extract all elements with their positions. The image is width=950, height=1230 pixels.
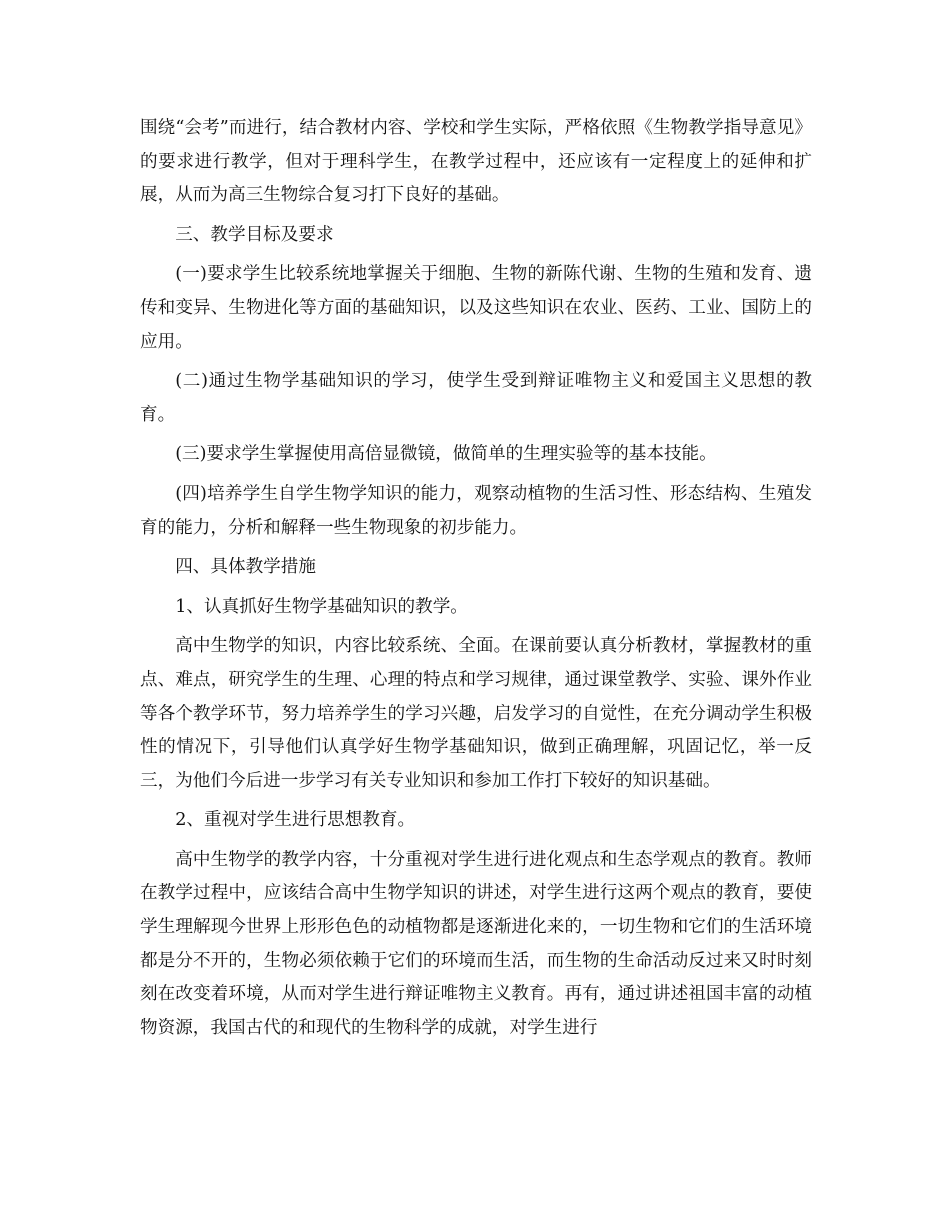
section-heading-measures: 四、具体教学措施 xyxy=(175,557,316,578)
paragraph-measure-2: 高中生物学的教学内容，十分重视对学生进行进化观点和生态学观点的教育。教师在教学过程中，应该结合高中生物学知识的讲述，对学生进行这两个观点的教育，要使学生理解现今世界上形形色色的动植物都是逐渐进化来的，一切生物和它们的生活环境都是分不开的，生物必须依赖于它们的环境而生活，而生物的生命活动反过来又时时刻刻在改变着环境，从而对学生进行辩证唯物主义教育。再有，通过讲述祖国丰富的动植物资源，我国古代的和现代的生物科学的成就，对学生进行 xyxy=(140,849,812,1038)
section-heading-goals: 三、教学目标及要求 xyxy=(175,224,334,245)
subheading-measure-1: 1、认真抓好生物学基础知识的教学。 xyxy=(175,596,468,617)
paragraph-goal-1: (一)要求学生比较系统地掌握关于细胞、生物的新陈代谢、生物的生殖和发育、遗传和变异、生物进化等方面的基础知识，以及这些知识在农业、医药、工业、国防上的应用。 xyxy=(140,264,812,352)
paragraph-goal-2: (二)通过生物学基础知识的学习，使学生受到辩证唯物主义和爱国主义思想的教育。 xyxy=(140,371,812,425)
paragraph-goal-3: (三)要求学生掌握使用高倍显微镜，做简单的生理实验等的基本技能。 xyxy=(175,444,717,465)
paragraph-continuation: 围绕“会考”而进行，结合教材内容、学校和学生实际，严格依照《生物教学指导意见》的要求进行教学，但对于理科学生，在教学过程中，还应该有一定程度上的延伸和扩展，从而为高三生物综合复习打下良好的基础。 xyxy=(140,118,812,206)
subheading-measure-2: 2、重视对学生进行思想教育。 xyxy=(175,810,416,831)
paragraph-measure-1: 高中生物学的知识，内容比较系统、全面。在课前要认真分析教材，掌握教材的重点、难点，研究学生的生理、心理的特点和学习规律，通过课堂教学、实验、课外作业等各个教学环节，努力培养学生的学习兴趣，启发学习的自觉性，在充分调动学生积极性的情况下，引导他们认真学好生物学基础知识，做到正确理解，巩固记忆，举一反三，为他们今后进一步学习有关专业知识和参加工作打下较好的知识基础。 xyxy=(140,636,812,791)
paragraph-goal-4: (四)培养学生自学生物学知识的能力，观察动植物的生活习性、形态结构、生殖发育的能力，分析和解释一些生物现象的初步能力。 xyxy=(140,483,812,538)
document-body xyxy=(140,112,812,1051)
